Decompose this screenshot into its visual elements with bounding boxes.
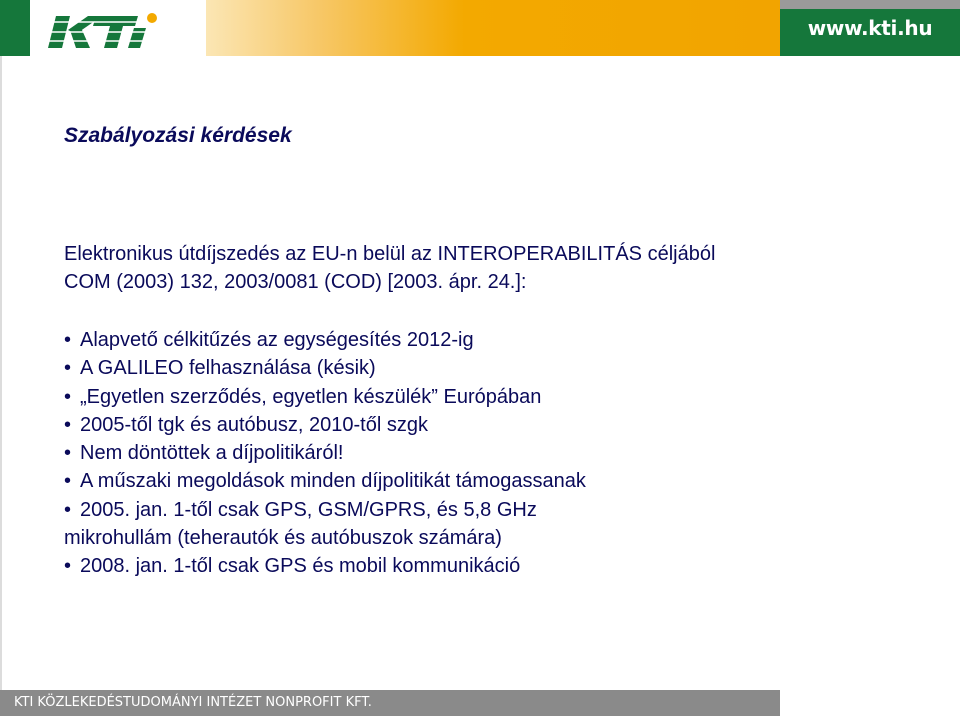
slide-title: Szabályozási kérdések [64, 124, 292, 147]
list-item-text: 2005. jan. 1-től csak GPS, GSM/GPRS, és 5,8 GHz [80, 498, 537, 521]
bullet-icon: • [64, 498, 72, 521]
left-border [0, 56, 2, 690]
list-item-text: 2005-től tgk és autóbusz, 2010-től szgk [80, 413, 428, 436]
list-item-text: „Egyetlen szerződés, egyetlen készülék” Európában [80, 385, 542, 408]
bullet-icon: • [64, 555, 72, 578]
bullet-icon: • [64, 385, 72, 408]
list-item-text: mikrohullám (teherautók és autóbuszok számára) [64, 527, 502, 550]
bullet-icon: • [64, 329, 72, 351]
list-item-text: A GALILEO felhasználása (késik) [80, 357, 376, 380]
list-item-continuation [64, 524, 924, 552]
header-bar [0, 0, 960, 56]
intro-text [64, 240, 924, 296]
intro-line: Elektronikus útdíjszedés az EU-n belül az INTEROPERABILITÁS céljából [64, 243, 716, 265]
bullet-icon: • [64, 470, 72, 493]
footer-text: KTI KÖZLEKEDÉSTUDOMÁNYI INTÉZET NONPROFIT KFT. [14, 695, 372, 710]
list-item-text: Alapvető célkitűzés az egységesítés 2012-ig [80, 329, 474, 351]
bullet-icon: • [64, 357, 72, 380]
bullet-icon: • [64, 413, 72, 436]
list-item [64, 326, 924, 354]
kti-logo [46, 8, 166, 52]
bullet-list [64, 326, 924, 581]
footer-bar [0, 690, 780, 716]
header-orange-band [206, 0, 780, 56]
list-item [64, 439, 924, 467]
list-item [64, 552, 924, 580]
list-item [64, 496, 924, 524]
intro-line: COM (2003) 132, 2003/0081 (COD) [2003. ápr. 24.]: [64, 271, 527, 293]
header-green-block [0, 0, 30, 56]
list-item-text: 2008. jan. 1-től csak GPS és mobil kommunikáció [80, 555, 521, 578]
website-label[interactable]: www.kti.hu [780, 0, 960, 56]
list-item [64, 354, 924, 382]
list-item [64, 411, 924, 439]
list-item [64, 467, 924, 495]
list-item-text: A műszaki megoldások minden díjpolitikát támogassanak [80, 470, 586, 493]
list-item [64, 383, 924, 411]
list-item-text: Nem döntöttek a díjpolitikáról! [80, 442, 344, 465]
bullet-icon: • [64, 442, 72, 465]
